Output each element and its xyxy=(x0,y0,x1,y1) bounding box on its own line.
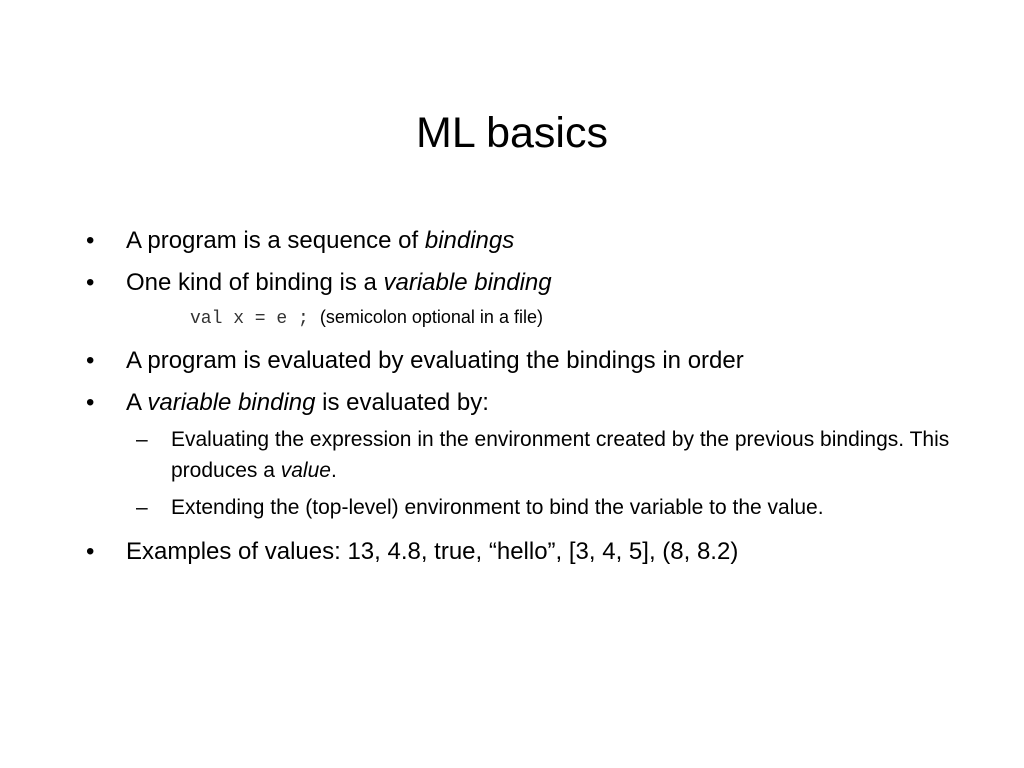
slide-title: ML basics xyxy=(416,109,608,157)
bullet-marker: • xyxy=(86,269,95,296)
bullet-emphasis: bindings xyxy=(424,227,515,254)
code-snippet: val x = e ; xyxy=(190,309,309,329)
slide-body xyxy=(86,226,966,579)
code-example xyxy=(190,306,966,330)
dash-marker: – xyxy=(136,496,148,519)
bullet-text: A program is a sequence of xyxy=(126,227,425,254)
bullet-text: A program is evaluated by evaluating the bindings in order xyxy=(126,347,744,374)
bullet-item-3 xyxy=(86,346,966,376)
dash-marker: – xyxy=(136,428,148,451)
bullet-item-5 xyxy=(86,537,966,567)
bullet-item-4 xyxy=(86,388,966,418)
sub-item-1 xyxy=(136,424,966,486)
bullet-marker: • xyxy=(86,538,95,565)
bullet-marker: • xyxy=(86,389,95,416)
sub-item-text: Evaluating the expression in the environment created by the previous bindings. This produces a xyxy=(171,428,950,482)
sub-item-emphasis: value xyxy=(280,459,331,482)
sub-item-text-post: . xyxy=(330,459,337,482)
bullet-marker: • xyxy=(86,227,95,254)
bullet-text: Examples of values: 13, 4.8, true, “hello”, [3, 4, 5], (8, 8.2) xyxy=(126,538,739,565)
bullet-marker: • xyxy=(86,347,95,374)
sub-item-text: Extending the (top-level) environment to bind the variable to the value. xyxy=(171,496,824,519)
bullet-emphasis: variable binding xyxy=(147,389,316,416)
bullet-text-post: is evaluated by: xyxy=(315,389,489,416)
bullet-text-pre: A xyxy=(126,389,148,416)
sub-item-2 xyxy=(136,492,966,523)
bullet-emphasis: variable binding xyxy=(383,269,552,296)
code-note: (semicolon optional in a file) xyxy=(319,307,543,327)
bullet-item-2 xyxy=(86,268,966,298)
bullet-item-1 xyxy=(86,226,966,256)
bullet-text: One kind of binding is a xyxy=(126,269,384,296)
